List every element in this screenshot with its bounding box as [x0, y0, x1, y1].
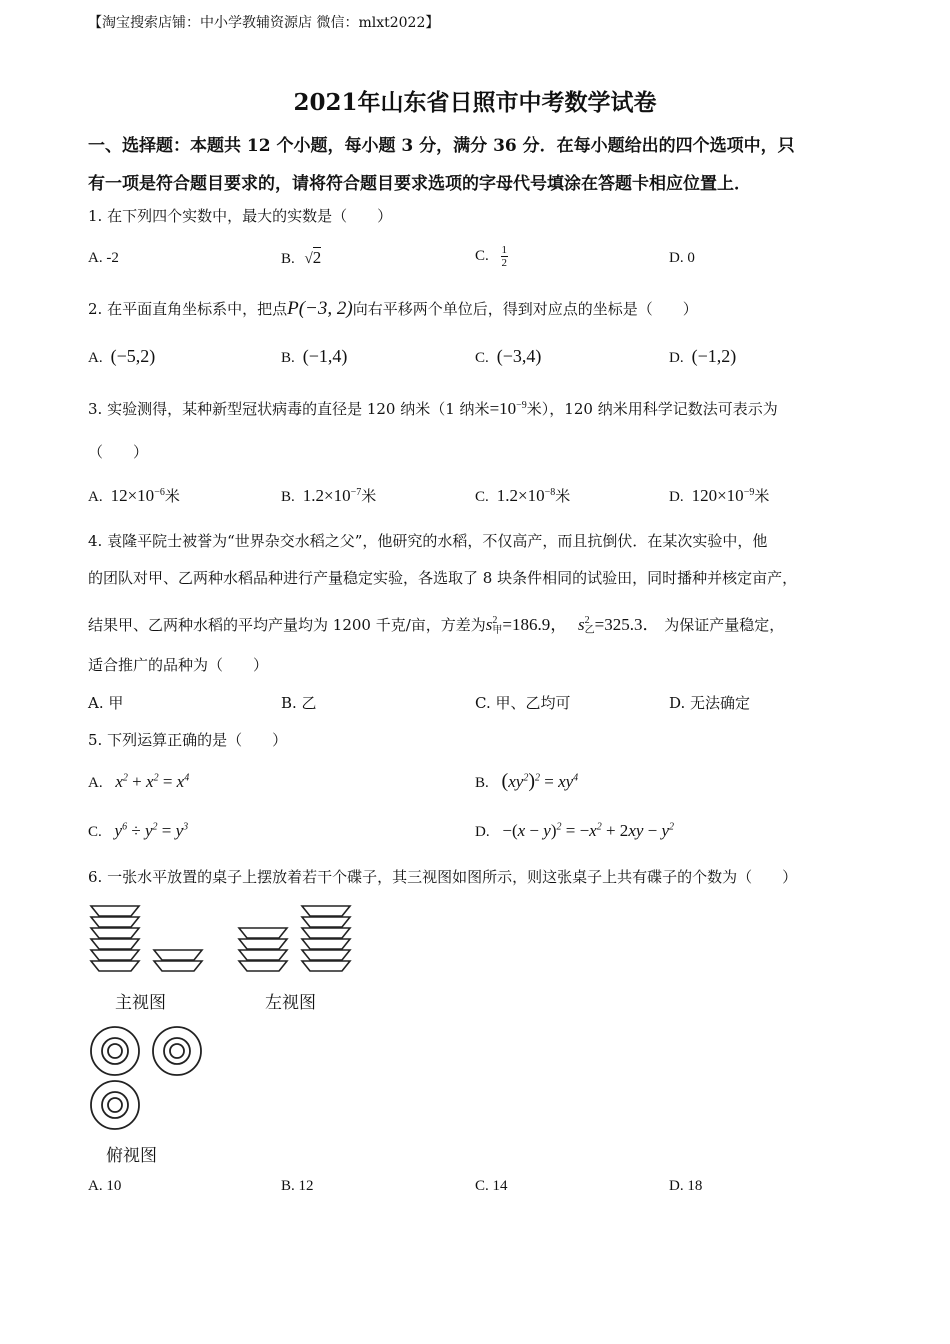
q4-option-b: B. 乙: [281, 694, 317, 712]
question-4-line4: 适合推广的品种为（ ）: [88, 656, 269, 674]
top-view-plate-1: [91, 1027, 139, 1075]
q5-option-d: D. $-(x - y)^2 = -x^2 + 2xy - y^2$: [475, 821, 675, 840]
left-view-right-stack: [302, 906, 350, 971]
top-view-plate-2: [153, 1027, 201, 1075]
q3-option-a: A. $12\times 10^{-6}$米: [88, 486, 180, 505]
three-view-figure: [85, 898, 365, 988]
page-header: 【淘宝搜索店铺：中小学教辅资源店 微信：mlxt2022】: [88, 15, 440, 31]
question-1-stem: 1. 在下列四个实数中，最大的实数是（ ）: [88, 207, 393, 225]
q6-option-b: B. 12: [281, 1178, 314, 1194]
page-title: 2021年山东省日照市中考数学试卷: [293, 89, 657, 116]
question-4-line2: 的团队对甲、乙两种水稻品种进行产量稳定实验，各选取了 8 块条件相同的试验田，同时播种并核定亩产，: [88, 569, 798, 587]
left-view-label: 左视图: [265, 993, 316, 1013]
q3-option-c: C. $1.2\times 10^{-8}$米: [475, 486, 571, 505]
front-view-right-stack: [154, 950, 202, 971]
section-heading-line1: 一、选择题：本题共 12 个小题，每小题 3 分，满分 36 分．在每小题给出的四个选项中，只: [88, 136, 795, 156]
top-view-plate-3: [91, 1081, 139, 1129]
q6-option-a: A. 10: [88, 1178, 122, 1194]
front-view-label: 主视图: [115, 993, 166, 1013]
q5-option-b: B. $(xy^2)^2 = xy^4$: [475, 770, 579, 792]
q5-option-c: C. $y^6 \div y^2 = y^3$: [88, 821, 189, 840]
q4-option-a: A. 甲: [88, 694, 124, 712]
front-view-left-stack: [91, 906, 139, 971]
q2-option-c: C. (−3,4): [475, 346, 542, 366]
q1-option-b: B. √2: [281, 248, 322, 267]
question-6-stem: 6. 一张水平放置的桌子上摆放着若干个碟子，其三视图如图所示，则这张桌子上共有碟子的个数为（ ）: [88, 868, 798, 886]
q2-option-b: B. (−1,4): [281, 346, 348, 366]
q2-option-a: A. (−5,2): [88, 346, 156, 366]
section-heading-line2: 有一项是符合题目要求的，请将符合题目要求选项的字母代号填涂在答题卡相应位置上．: [88, 174, 751, 194]
question-4-line1: 4. 袁隆平院士被誉为“世界杂交水稻之父”，他研究的水稻，不仅高产，而且抗倒伏．在某次实验中，他: [88, 532, 768, 550]
q3-option-d: D. $120\times 10^{-9}$米: [669, 486, 770, 505]
question-2-stem: 2. 在平面直角坐标系中，把点P(−3, 2)向右平移两个单位后，得到对应点的坐标是（ ）: [88, 298, 698, 319]
left-view-left-stack: [239, 928, 287, 971]
question-3-answer-paren: （ ）: [88, 443, 149, 461]
q3-option-b: B. $1.2\times 10^{-7}$米: [281, 486, 377, 505]
q4-option-d: D. 无法确定: [669, 694, 751, 712]
q1-option-a: A. -2: [88, 250, 119, 266]
question-4-line3: 结果甲、乙两种水稻的平均产量均为 1200 千克/亩，方差为s 2 甲 =186.9， s 2 乙 =325.3． 为保证产量稳定，: [88, 615, 785, 636]
q6-option-c: C. 14: [475, 1178, 508, 1194]
q5-option-a: A. $x^2 + x^2 = x^4$: [88, 772, 190, 791]
top-view-label: 俯视图: [106, 1146, 157, 1166]
question-5-stem: 5. 下列运算正确的是（ ）: [88, 731, 288, 749]
top-view-figure: [88, 1025, 208, 1135]
q2-option-d: D. (−1,2): [669, 346, 737, 366]
q4-option-c: C. 甲、乙均可: [475, 694, 571, 712]
q1-option-d: D. 0: [669, 250, 695, 266]
q1-option-c: C. $\frac{1}{2}$: [475, 244, 508, 269]
q6-option-d: D. 18: [669, 1178, 703, 1194]
question-3-stem: 3. 实验测得，某种新型冠状病毒的直径是 120 纳米（1 纳米$=10^{-9}$米），120 纳米用科学记数法可表示为: [88, 399, 778, 418]
